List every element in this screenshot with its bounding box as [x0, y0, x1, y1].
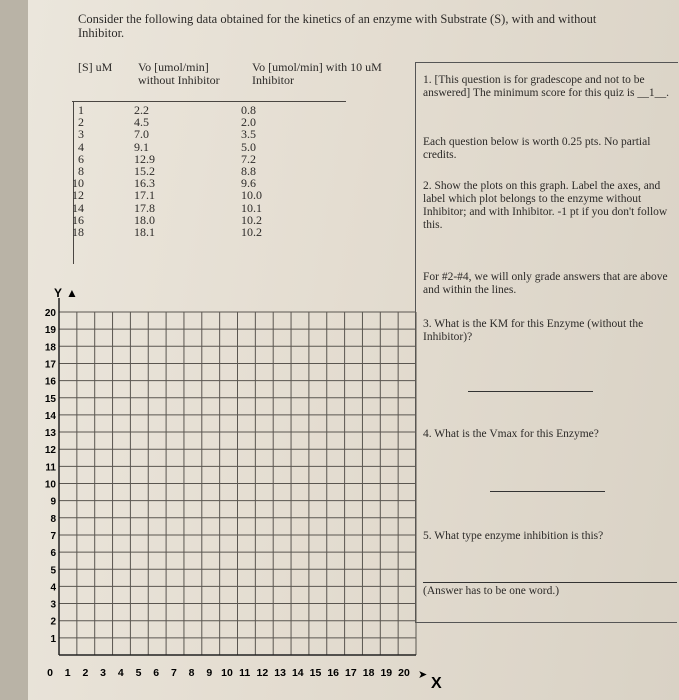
y-tick-label: 11 — [45, 462, 56, 474]
y-tick-label: 20 — [44, 308, 56, 319]
graph-grid[interactable] — [28, 0, 679, 700]
x-tick-label: 4 — [117, 667, 124, 679]
x-tick-label: 10 — [221, 667, 233, 679]
x-tick-label: 11 — [239, 667, 251, 679]
table-cell: 7.2 — [241, 151, 256, 166]
table-cell: 10 — [72, 176, 84, 191]
table-cell: 18.0 — [134, 212, 155, 227]
x-tick-label: 17 — [345, 667, 357, 679]
x-tick-label: 7 — [170, 667, 177, 679]
y-tick-label: 1 — [50, 633, 56, 645]
table-cell: 6 — [78, 151, 84, 166]
question-5-note: (Answer has to be one word.) — [423, 585, 560, 597]
x-axis-label: X — [431, 675, 442, 692]
table-cell: 7.0 — [134, 127, 149, 142]
y-tick-label: 4 — [50, 582, 56, 594]
table-cell: 16.3 — [134, 176, 155, 191]
y-axis-label: Y — [54, 286, 63, 300]
table-cell: 16 — [72, 212, 84, 227]
x-tick-label: 9 — [206, 667, 213, 679]
x-tick-label: 13 — [274, 667, 286, 679]
table-cell: 0.8 — [241, 103, 256, 117]
x-tick-label: 3 — [100, 667, 107, 679]
table-cell: 15.2 — [134, 163, 155, 178]
table-cell: 17.8 — [134, 200, 155, 215]
x-tick-label: 5 — [135, 667, 142, 679]
table-cell: 3 — [78, 127, 84, 142]
question-1: 1. [This question is for gradescope and not to be answered] The minimum score for this quiz is __1__. — [423, 74, 670, 99]
x-tick-label: 2 — [82, 667, 89, 679]
question-2: 2. Show the plots on this graph. Label the axes, and label which plot belongs to the enzyme without Inhibitor; and with Inhibitor. -1 pt if you don't follow this. — [423, 180, 668, 231]
y-tick-label: 5 — [50, 565, 56, 577]
x-axis-arrow-icon: ➤ — [418, 669, 428, 681]
x-tick-label: 18 — [362, 667, 375, 679]
table-cell: 10.0 — [241, 188, 262, 203]
header-without-inhibitor: Vo [umol/min] without Inhibitor — [138, 60, 220, 87]
y-tick-label: 16 — [44, 376, 56, 388]
question-5: 5. What type enzyme inhibition is this? — [423, 530, 604, 542]
x-tick-label: 19 — [380, 667, 393, 679]
y-tick-label: 3 — [50, 599, 56, 611]
x-tick-label: 16 — [327, 667, 340, 679]
table-cell: 5.0 — [241, 139, 256, 154]
table-cell: 2 — [78, 115, 84, 130]
y-tick-label: 18 — [44, 342, 56, 354]
x-tick-label: 8 — [188, 667, 195, 679]
table-cell: 2.0 — [241, 115, 256, 130]
table-cell: 14 — [72, 200, 84, 215]
y-tick-label: 13 — [44, 428, 56, 440]
x-tick-label: 1 — [64, 667, 71, 679]
x-tick-label: 14 — [291, 667, 304, 679]
header-substrate: [S] uM — [78, 60, 113, 74]
y-tick-label: 19 — [44, 325, 56, 337]
y-axis-arrow-icon: ▲ — [66, 286, 78, 300]
table-cell: 3.5 — [241, 127, 256, 142]
worksheet-page — [28, 0, 679, 700]
y-tick-label: 14 — [44, 410, 56, 422]
table-cell: 9.1 — [134, 139, 149, 154]
table-cell: 4 — [78, 139, 84, 154]
table-cell: 12.9 — [134, 151, 155, 166]
y-tick-label: 6 — [50, 548, 56, 560]
x-tick-label: 15 — [309, 667, 322, 679]
x-tick-label: 0 — [47, 667, 53, 679]
table-cell: 10.2 — [241, 212, 262, 227]
table-cell: 10.2 — [241, 224, 262, 239]
x-tick-label: 12 — [256, 667, 269, 679]
x-tick-label: 6 — [153, 667, 160, 679]
y-tick-label: 12 — [44, 445, 56, 457]
y-tick-label: 7 — [50, 530, 56, 542]
header-with-inhibitor: Vo [umol/min] with 10 uM Inhibitor — [252, 60, 382, 87]
table-cell: 9.6 — [241, 176, 256, 191]
table-cell: 18 — [72, 224, 84, 239]
table-cell: 10.1 — [241, 200, 262, 215]
y-tick-label: 9 — [50, 496, 56, 508]
table-cell: 4.5 — [134, 115, 149, 130]
y-tick-label: 2 — [50, 616, 56, 628]
question-4: 4. What is the Vmax for this Enzyme? — [423, 428, 599, 440]
table-cell: 17.1 — [134, 188, 155, 203]
table-cell: 2.2 — [134, 103, 149, 117]
table-cell: 8 — [78, 163, 84, 178]
table-cell: 18.1 — [134, 224, 155, 239]
y-tick-label: 15 — [44, 393, 56, 405]
y-tick-label: 8 — [50, 513, 56, 525]
y-tick-label: 17 — [44, 359, 56, 371]
question-3: 3. What is the KM for this Enzyme (without the Inhibitor)? — [423, 318, 644, 343]
table-cell: 12 — [72, 188, 84, 203]
x-tick-label: 20 — [398, 667, 410, 679]
grading-note: For #2-#4, we will only grade answers that are above and within the lines. — [423, 271, 668, 296]
y-tick-label: 10 — [44, 479, 56, 491]
intro-text: Consider the following data obtained for the kinetics of an enzyme with Substrate (S), with and without Inhibitor. — [78, 12, 597, 40]
table-cell: 1 — [78, 103, 84, 117]
table-cell: 8.8 — [241, 163, 256, 178]
credit-note: Each question below is worth 0.25 pts. No partial credits. — [423, 136, 651, 161]
